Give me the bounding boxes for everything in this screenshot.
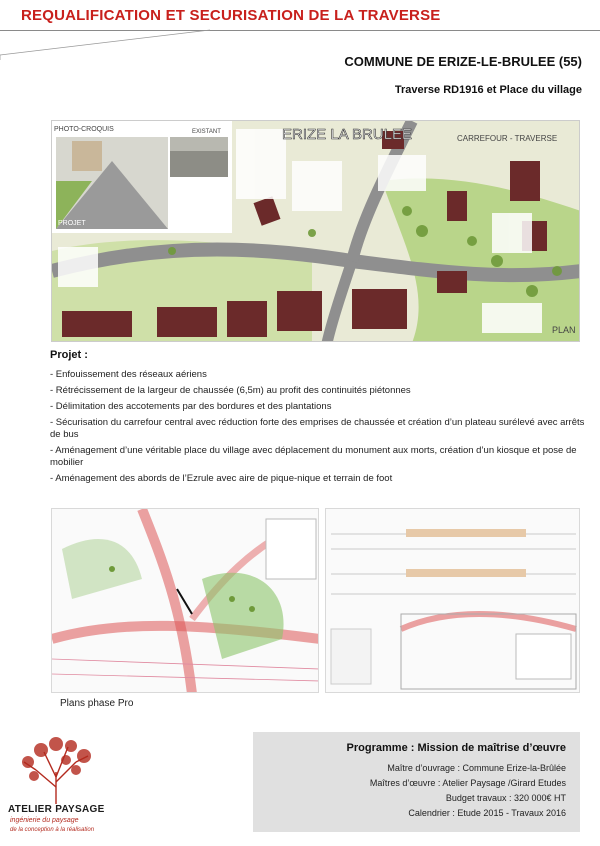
existing-label: EXISTANT xyxy=(192,129,221,135)
page-title: REQUALIFICATION ET SECURISATION DE LA TRAVERSE xyxy=(21,7,441,24)
calendrier: Calendrier : Etude 2015 - Travaux 2016 xyxy=(408,808,566,818)
list-item: - Sécurisation du carrefour central avec réduction forte des emprises de chaussée et création d’un plateau surélevé avec arrêts de bus xyxy=(50,417,585,440)
project-subtitle: Traverse RD1916 et Place du village xyxy=(394,84,582,96)
maitres-oeuvre: Maîtres d’œuvre : Atelier Paysage /Girard Etudes xyxy=(369,778,566,788)
map-subtitle: CARREFOUR - TRAVERSE xyxy=(457,134,558,143)
main-plan-image xyxy=(51,120,580,342)
plans-caption: Plans phase Pro xyxy=(60,698,134,709)
list-item: - Délimitation des accotements par des bordures et des plantations xyxy=(50,401,332,412)
plan-pro-image-1 xyxy=(51,508,319,693)
logo-tagline-2: de la conception à la réalisation xyxy=(10,827,95,833)
programme-box xyxy=(253,732,580,832)
plan-pro-image-2 xyxy=(325,508,580,693)
decorative-lines xyxy=(0,0,600,60)
commune-name: COMMUNE DE ERIZE-LE-BRULEE (55) xyxy=(344,54,582,69)
programme-title: Programme : Mission de maîtrise d’œuvre xyxy=(346,742,566,754)
budget-travaux: Budget travaux : 320 000€ HT xyxy=(445,793,566,803)
list-item: - Rétrécissement de la largeur de chaussée (6,5m) au profit des continuités piétonnes xyxy=(50,385,411,396)
plan-label: PLAN xyxy=(552,325,576,335)
photo-label: PHOTO-CROQUIS xyxy=(54,126,114,133)
map-title: ERIZE LA BRULEE xyxy=(282,126,413,143)
list-item: - Aménagement d’une véritable place du village avec déplacement du monument aux morts, création d’un kiosque et pose de mobilier xyxy=(50,445,577,468)
list-item: - Enfouissement des réseaux aériens xyxy=(50,369,207,380)
list-item: - Aménagement des abords de l’Ezrule avec aire de pique-nique et terrain de foot xyxy=(50,473,393,484)
maitre-ouvrage: Maître d’ouvrage : Commune Erize-la-Brûlée xyxy=(387,763,566,773)
logo-name: ATELIER PAYSAGE xyxy=(8,804,105,815)
logo-tagline-1: ingénierie du paysage xyxy=(10,817,79,824)
projet-heading: Projet : xyxy=(50,349,88,361)
project-label: PROJET xyxy=(58,220,86,227)
projet-list xyxy=(50,369,590,489)
tree-logo-icon xyxy=(6,732,126,842)
